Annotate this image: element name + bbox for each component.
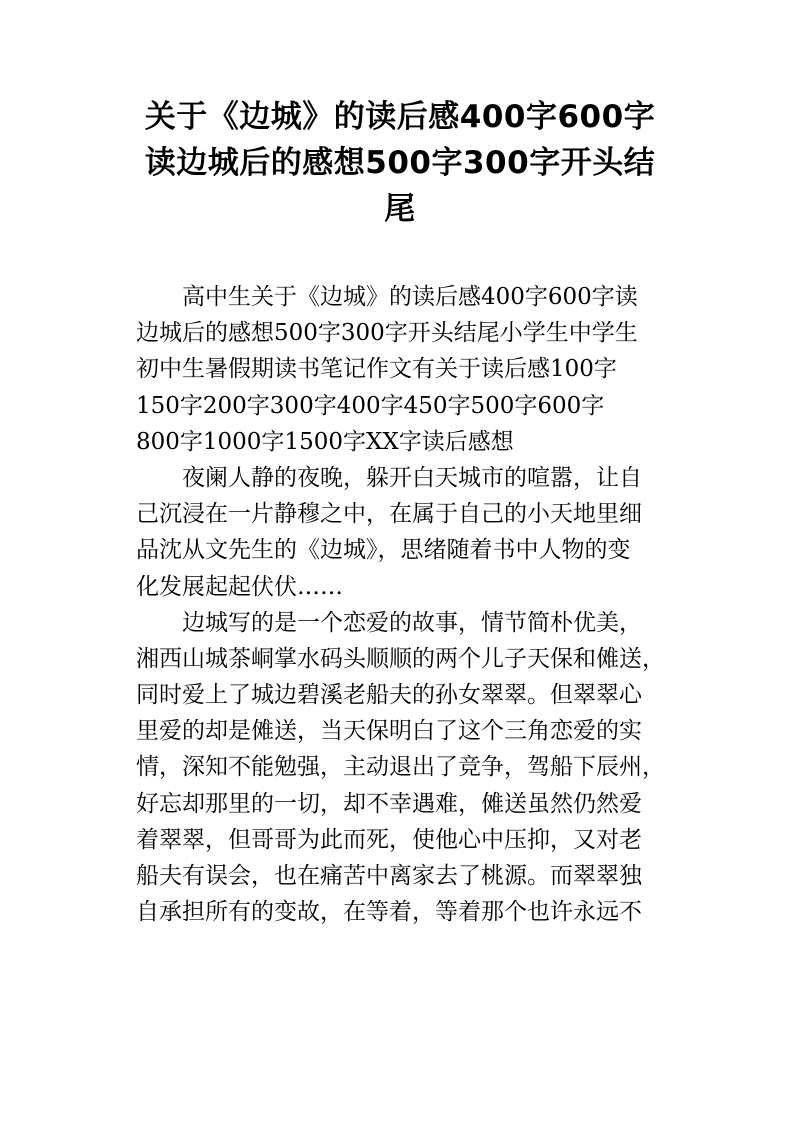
text-line: 好忘却那里的一切，却不幸遇难，傩送虽然仍然爱	[136, 790, 642, 817]
text-line: 湘西山城茶峒掌水码头顺顺的两个儿子天保和傩送，	[136, 645, 665, 672]
document-body	[136, 279, 676, 930]
title-line: 尾	[384, 191, 416, 227]
text-line: 己沉浸在一片静穆之中，在属于自己的小天地里细	[136, 501, 642, 528]
text-line: 品沈从文先生的《边城》，思绪随着书中人物的变	[136, 537, 631, 564]
text-line: 800字1000字1500字XX字读后感想	[136, 428, 514, 455]
paragraph-intro	[136, 279, 676, 460]
text-line: 夜阑人静的夜晚，躲开白天城市的喧嚣，让自	[136, 464, 642, 491]
text-line: 同时爱上了城边碧溪老船夫的孙女翠翠。但翠翠心	[136, 682, 642, 709]
text-line: 150字200字300字400字450字500字600字	[136, 392, 605, 419]
text-line: 着翠翠，但哥哥为此而死，使他心中压抑，又对老	[136, 826, 642, 853]
paragraph-story	[136, 605, 676, 931]
text-line: 化发展起起伏伏……	[136, 573, 343, 600]
title-line: 关于《边城》的读后感400字600字	[144, 99, 656, 135]
text-line: 船夫有误会，也在痛苦中离家去了桃源。而翠翠独	[136, 863, 642, 889]
text-line: 边城写的是一个恋爱的故事，情节简朴优美，	[136, 609, 642, 636]
text-line: 自承担所有的变故，在等着，等着那个也许永远不	[136, 899, 642, 926]
text-line: 高中生关于《边城》的读后感400字600字读	[136, 284, 638, 310]
text-line: 边城后的感想500字300字开头结尾小学生中学生	[136, 320, 638, 347]
document-title	[0, 94, 800, 232]
paragraph-night	[136, 460, 676, 605]
text-line: 初中生暑假期读书笔记作文有关于读后感100字	[136, 356, 617, 383]
text-line: 里爱的却是傩送，当天保明白了这个三角恋爱的实	[136, 718, 642, 745]
title-line: 读边城后的感想500字300字开头结	[144, 145, 656, 181]
text-line: 情，深知不能勉强，主动退出了竞争，驾船下辰州，	[136, 754, 665, 781]
